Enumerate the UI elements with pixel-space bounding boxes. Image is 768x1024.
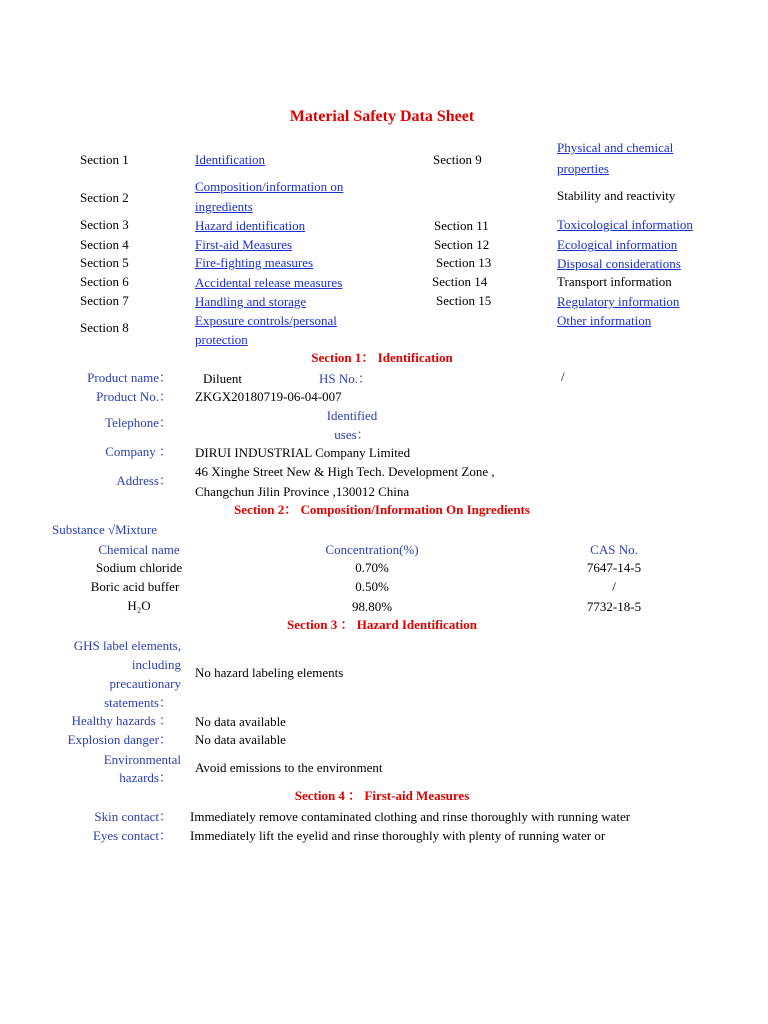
table-cell-cas-no: / [612,579,616,594]
toc-link-handling-storage[interactable]: Handling and storage [195,294,307,309]
environmental-hazards-value: Avoid emissions to the environment [195,760,383,775]
toc-link-composition[interactable]: Composition/information on [195,179,344,194]
toc-link-disposal[interactable]: Disposal considerations [557,256,681,271]
table-cell-chemical-name: Sodium chloride [95,560,183,575]
toc-link-exposure-controls[interactable]: Exposure controls/personal [195,313,337,328]
ghs-label-elements-label: GHS label elements, [73,638,181,653]
section-2-heading: Section 2： Composition/Information On Ingredients [234,502,530,517]
toc-label-stability: Stability and reactivity [557,188,676,203]
toc-section-number: Section 9 [433,152,482,167]
ghs-label-elements-label-line4: statements： [104,695,172,710]
eyes-contact-value: Immediately lift the eyelid and rinse thoroughly with plenty of running water or [190,828,606,843]
product-name-value: Diluent [203,371,242,386]
address-line-1: 46 Xinghe Street New & High Tech. Development Zone , [195,464,495,479]
toc-section-number: Section 7 [80,293,129,308]
toc-link-physical-chemical[interactable]: Physical and chemical [557,140,674,155]
product-name-label: Product name： [87,370,172,385]
toc-link-fire-fighting[interactable]: Fire-fighting measures [195,255,314,270]
toc-link-first-aid[interactable]: First-aid Measures [195,237,293,252]
ghs-label-elements-label-line3: precautionary [109,676,181,691]
toc-section-number: Section 13 [436,255,492,270]
toc-link-toxicological[interactable]: Toxicological information [557,217,693,232]
toc-section-number: Section 14 [432,274,488,289]
table-cell-concentration: 0.50% [355,579,389,594]
table-cell-cas-no: 7647-14-5 [586,560,642,575]
healthy-hazards-label: Healthy hazards ： [71,713,172,728]
product-no-label: Product No.： [96,389,172,404]
identified-uses-label: Identified [326,408,378,423]
telephone-label: Telephone： [105,415,172,430]
column-header-concentration: Concentration(%) [325,542,419,557]
address-line-2: Changchun Jilin Province ,130012 China [195,484,410,499]
column-header-cas-no: CAS No. [590,542,638,557]
identified-uses-label-line2: uses： [334,427,370,442]
table-cell-chemical-name: Boric acid buffer [90,579,180,594]
hs-no-value: / [561,369,565,384]
table-cell-chemical-name: H₂O [127,598,151,613]
explosion-danger-label: Explosion danger： [67,732,172,747]
toc-link-other-information[interactable]: Other information [557,313,652,328]
toc-section-number: Section 6 [80,274,129,289]
company-value: DIRUI INDUSTRIAL Company Limited [195,445,411,460]
table-cell-cas-no: 7732-18-5 [586,599,642,614]
eyes-contact-label: Eyes contact： [92,828,172,843]
ghs-label-elements-value: No hazard labeling elements [195,665,344,680]
toc-section-number: Section 11 [434,218,489,233]
product-no-value: ZKGX20180719-06-04-007 [195,389,342,404]
toc-link-ecological[interactable]: Ecological information [557,237,678,252]
toc-section-number: Section 3 [80,217,129,232]
toc-link-accidental-release[interactable]: Accidental release measures [195,275,343,290]
toc-link-composition-line2[interactable]: ingredients [195,199,253,214]
toc-section-number: Section 1 [80,152,129,167]
section-4-heading: Section 4 ： First-aid Measures [294,788,470,803]
skin-contact-label: Skin contact： [94,809,172,824]
environmental-hazards-label: Environmental [103,752,181,767]
substance-mixture-label: Substance √Mixture [52,522,157,537]
toc-link-regulatory[interactable]: Regulatory information [557,294,680,309]
toc-section-number: Section 15 [436,293,492,308]
skin-contact-value: Immediately remove contaminated clothing and rinse thoroughly with running water [190,809,631,824]
toc-link-identification[interactable]: Identification [195,152,266,167]
ghs-label-elements-label-line2: including [131,657,181,672]
toc-section-number: Section 8 [80,320,129,335]
toc-label-transport: Transport information [557,274,672,289]
toc-link-physical-chemical-line2[interactable]: properties [557,161,609,176]
toc-link-exposure-controls-line2[interactable]: protection [195,332,248,347]
healthy-hazards-value: No data available [195,714,286,729]
explosion-danger-value: No data available [195,732,286,747]
column-header-chemical-name: Chemical name [98,542,180,557]
toc-section-number: Section 12 [434,237,490,252]
address-label: Address： [116,473,172,488]
document-title: Material Safety Data Sheet [289,108,475,125]
toc-link-hazard-identification[interactable]: Hazard identification [195,218,306,233]
hs-no-label: HS No.： [319,371,372,386]
table-cell-concentration: 0.70% [355,560,389,575]
environmental-hazards-label-line2: hazards： [119,770,172,785]
company-label: Company ： [105,444,172,459]
section-3-heading: Section 3 ： Hazard Identification [287,617,477,632]
toc-section-number: Section 2 [80,190,129,205]
table-cell-concentration: 98.80% [351,599,393,614]
section-1-heading: Section 1： Identification [311,350,453,365]
toc-section-number: Section 5 [80,255,129,270]
toc-section-number: Section 4 [80,237,129,252]
